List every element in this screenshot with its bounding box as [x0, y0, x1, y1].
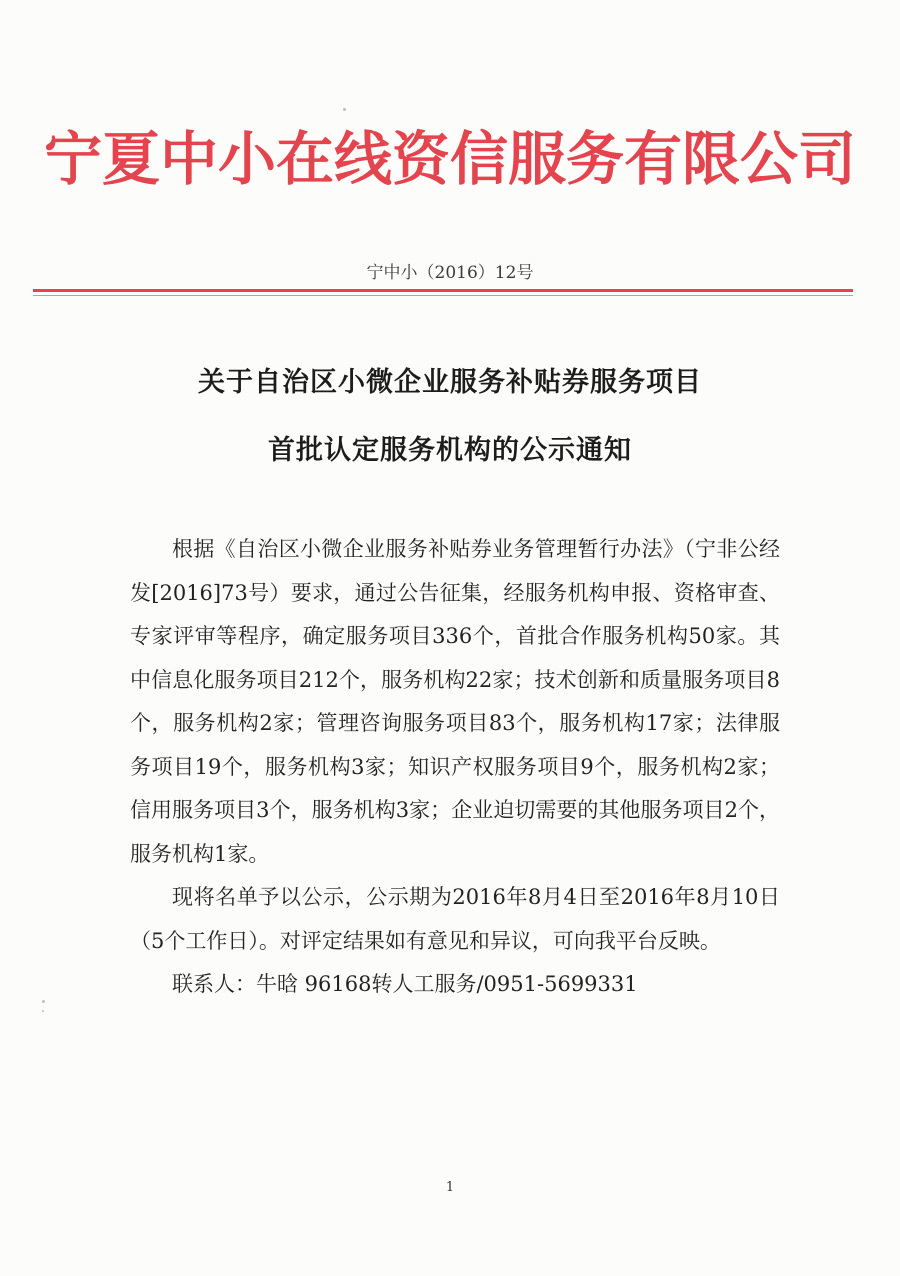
organization-letterhead-title: 宁夏中小在线资信服务有限公司	[43, 125, 856, 193]
letterhead-divider	[33, 289, 853, 292]
notice-title-line-1: 关于自治区小微企业服务补贴券服务项目	[198, 367, 702, 398]
body-paragraph-1: 根据《自治区小微企业服务补贴券业务管理暂行办法》（宁非公经发[2016]73号）要求，通过公告征集，经服务机构申报、资格审查、专家评审等程序，确定服务项目336个，首批合作服务机构50家。其中信息化服务项目212个，服务机构22家；技术创新和质量服务项目8个，服务机构2家；管理咨询服务项目83个，服务机构17家；法律服务项目19个，服务机构3家；知识产权服务项目9个，服务机构2家；信用服务项目3个，服务机构3家；企业迫切需要的其他服务项目2个，服务机构1家。	[130, 537, 780, 866]
document-number: 宁中小（2016）12号	[366, 263, 534, 283]
letterhead-divider-thin	[33, 295, 853, 296]
scan-speck	[42, 1000, 45, 1003]
contact-line: 联系人：牛晗 96168转人工服务/0951-5699331	[172, 972, 638, 996]
scan-speck	[42, 1010, 44, 1012]
page-number: 1	[445, 1180, 455, 1195]
scan-speck	[343, 108, 346, 111]
body-paragraph-2: 现将名单予以公示，公示期为2016年8月4日至2016年8月10日（5个工作日）。对评定结果如有意见和异议，可向我平台反映。	[130, 885, 780, 953]
notice-body	[130, 528, 780, 1007]
notice-title-line-2: 首批认定服务机构的公示通知	[268, 435, 632, 466]
